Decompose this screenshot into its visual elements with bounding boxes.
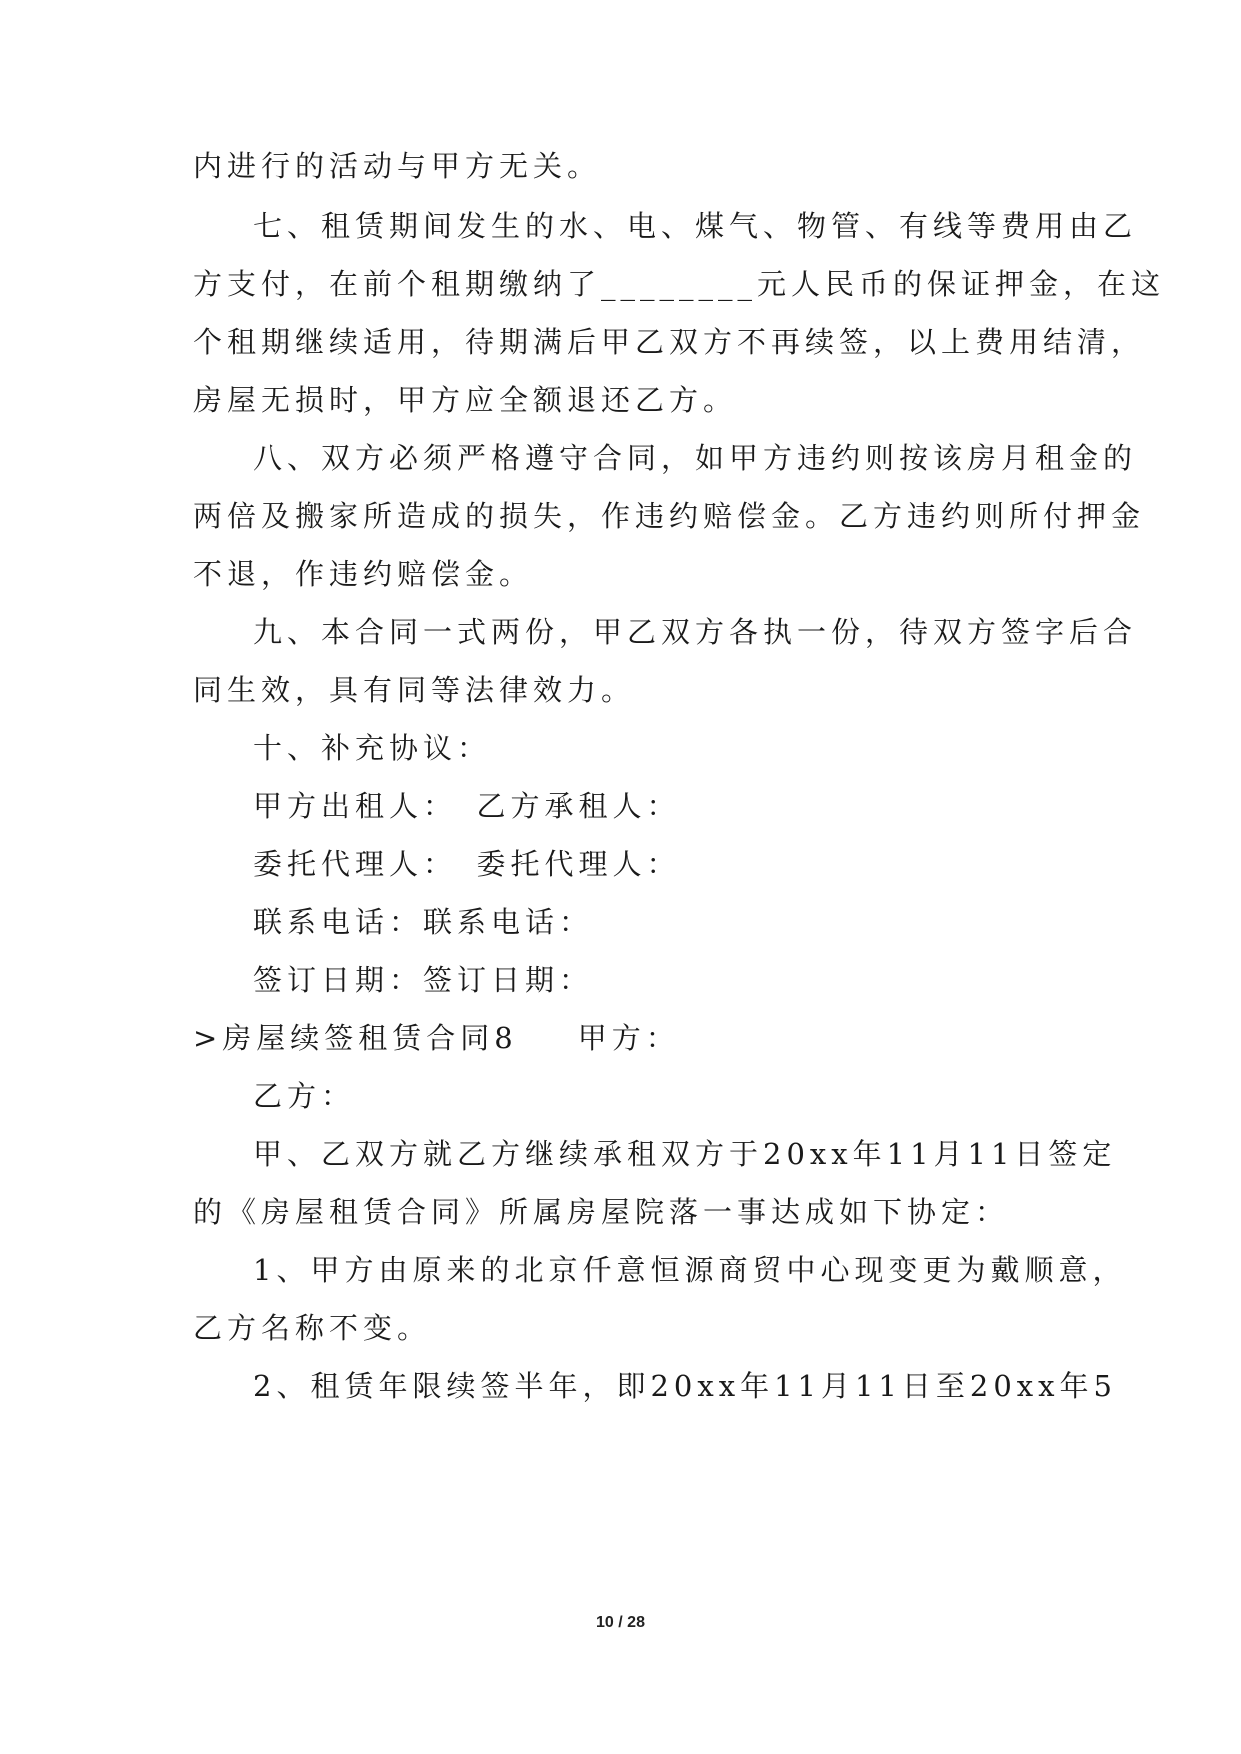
party-a-label: 甲方： (577, 1021, 680, 1055)
clause-8-line: 八、双方必须严格遵守合同，如甲方违约则按该房月租金的 (253, 441, 1138, 475)
section-heading-line (193, 1018, 680, 1058)
page-number: 10 / 28 (596, 1614, 645, 1631)
signature-phone-line: 联系电话：联系电话： (253, 905, 594, 939)
agreement-intro-line: 甲、乙双方就乙方继续承租双方于20xx年11月11日签定 (253, 1137, 1117, 1171)
section-heading: >房屋续签租赁合同8 (193, 1021, 518, 1055)
item-1-line: 乙方名称不变。 (193, 1311, 432, 1345)
signature-date-line: 签订日期：签订日期： (253, 963, 594, 997)
signature-agent-line: 委托代理人： 委托代理人： (253, 847, 681, 881)
clause-7-line: 七、租赁期间发生的水、电、煤气、物管、有线等费用由乙 (253, 209, 1138, 243)
party-b-label: 乙方： (253, 1079, 356, 1113)
clause-10-line: 十、补充协议： (253, 731, 492, 765)
item-2-line: 2、租赁年限续签半年，即20xx年11月11日至20xx年5 (253, 1369, 1117, 1403)
clause-9-line: 九、本合同一式两份，甲乙双方各执一份，待双方签字后合 (253, 615, 1138, 649)
agreement-intro-line: 的《房屋租赁合同》所属房屋院落一事达成如下协定： (193, 1195, 1010, 1229)
clause-7-line: 个租期继续适用，待期满后甲乙双方不再续签，以上费用结清， (193, 325, 1146, 359)
clause-8-line: 不退，作违约赔偿金。 (193, 557, 534, 591)
clause-9-line: 同生效，具有同等法律效力。 (193, 673, 636, 707)
clause-7-line: 房屋无损时，甲方应全额退还乙方。 (193, 383, 738, 417)
item-1-line: 1、甲方由原来的北京仟意恒源商贸中心现变更为戴顺意， (253, 1253, 1127, 1287)
clause-8-line: 两倍及搬家所造成的损失，作违约赔偿金。乙方违约则所付押金 (193, 499, 1146, 533)
paragraph-line: 内进行的活动与甲方无关。 (193, 149, 602, 183)
clause-7-line: 方支付，在前个租期缴纳了________元人民币的保证押金，在这 (193, 267, 1166, 301)
signature-party-line: 甲方出租人： 乙方承租人： (253, 789, 681, 823)
